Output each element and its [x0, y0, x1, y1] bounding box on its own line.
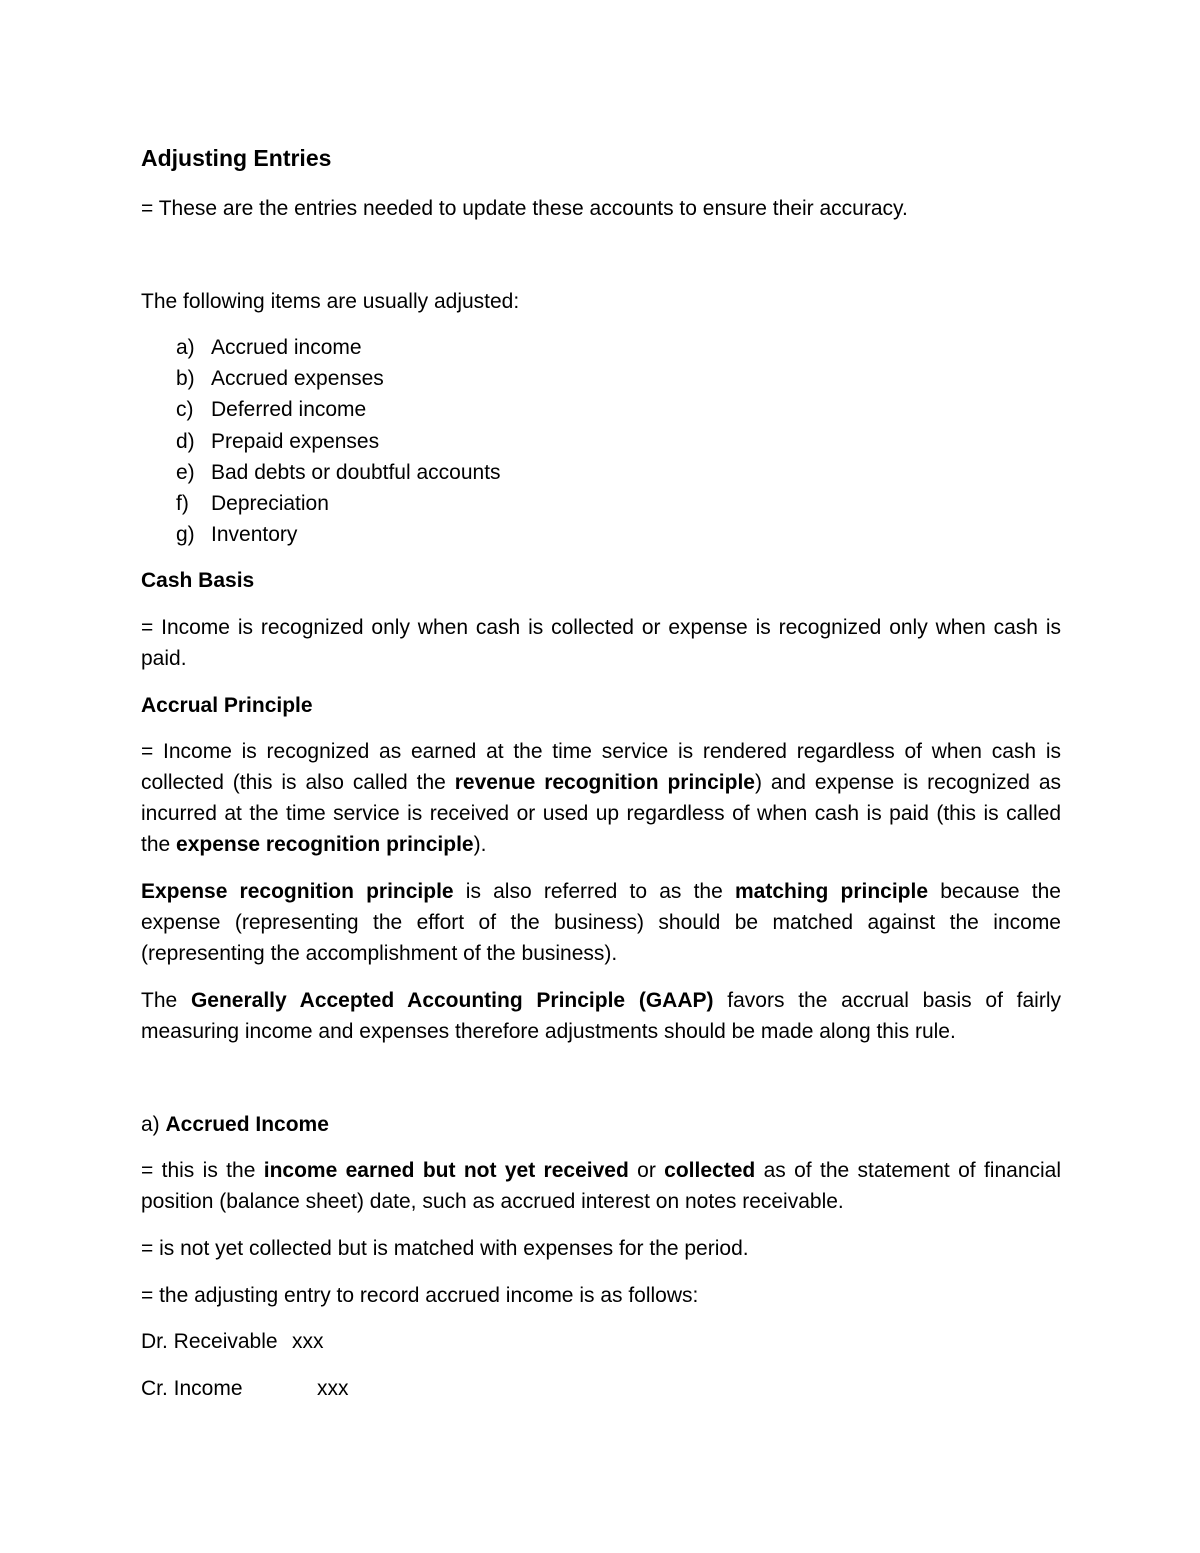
accrued-income-entry-lead: = the adjusting entry to record accrued income is as follows: — [141, 1284, 699, 1307]
list-item: f) Depreciation — [176, 491, 329, 515]
list-item: e) Bad debts or doubtful accounts — [176, 460, 501, 484]
accrued-income-definition: = this is the income earned but not yet received or collected as of the statement of financial position (balance sheet) date, such as accrued interest on notes receivable. — [141, 1159, 1062, 1213]
credit-label: Cr. Income — [141, 1377, 243, 1400]
accrued-income-note: = is not yet collected but is matched with expenses for the period. — [141, 1237, 749, 1260]
expense-recognition-paragraph: Expense recognition principle is also referred to as the matching principle because the expense (representing the effort of the business) should be matched against the income (representing the accomplishment of the business). — [141, 880, 1061, 965]
accrual-principle-heading: Accrual Principle — [141, 694, 313, 717]
cash-basis-paragraph: = Income is recognized only when cash is collected or expense is recognized only when cash is paid. — [141, 616, 1061, 670]
list-item: c) Deferred income — [176, 398, 367, 422]
accrual-principle-paragraph: = Income is recognized as earned at the time service is rendered regardless of when cash is collected (this is also called the revenue recognition principle) and expense is recognized as incurred at the time service is received or used up regardless of when cash is paid (this is called the expense recognition principle). — [141, 740, 1062, 856]
debit-amount: xxx — [292, 1330, 324, 1353]
list-item: b) Accrued expenses — [176, 367, 384, 391]
page-title: Adjusting Entries — [141, 145, 332, 171]
list-item: d) Prepaid expenses — [176, 429, 380, 453]
accrued-income-heading: a) Accrued Income — [141, 1113, 329, 1136]
list-item: a) Accrued income — [176, 336, 362, 359]
credit-amount: xxx — [317, 1377, 349, 1400]
list-lead: The following items are usually adjusted: — [141, 290, 520, 313]
gaap-paragraph: The Generally Accepted Accounting Principle (GAAP) favors the accrual basis of fairly measuring income and expenses therefore adjustments should be made along this rule. — [141, 989, 1061, 1043]
debit-label: Dr. Receivable — [141, 1330, 278, 1353]
adjusted-items-list — [141, 332, 1061, 550]
list-item: g) Inventory — [176, 523, 298, 547]
cash-basis-heading: Cash Basis — [141, 569, 255, 592]
intro-paragraph: = These are the entries needed to update these accounts to ensure their accuracy. — [141, 197, 908, 220]
